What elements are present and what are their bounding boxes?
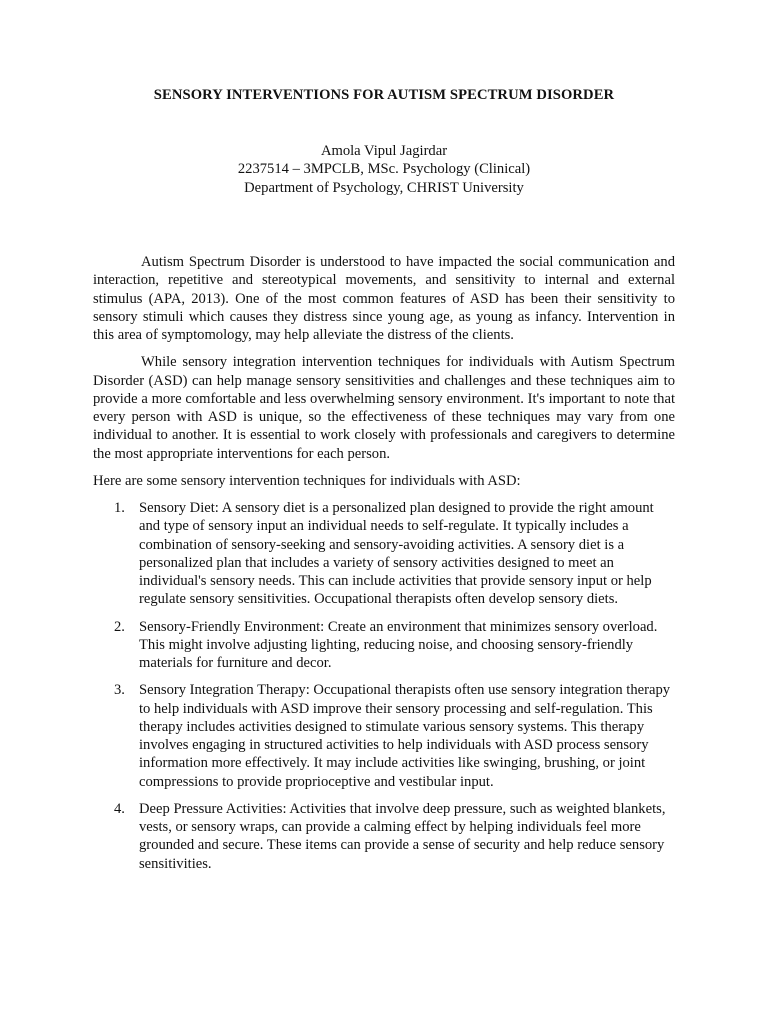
list-item-text: Sensory Integration Therapy: Occupational therapists often use sensory integration therapy to help individuals with ASD improve their sensory processing and self-regulation. This therapy includes activities designed to stimulate various sensory systems. This therapy involves engaging in structured activities to help individuals with ASD process sensory information more effectively. It may include activities like swinging, brushing, or joint compressions to provide proprioceptive and vestibular input. bbox=[139, 682, 671, 790]
author-department: Department of Psychology, CHRIST University bbox=[244, 179, 524, 196]
list-intro: Here are some sensory intervention techniques for individuals with ASD: bbox=[93, 472, 521, 489]
list-item-number: 4. bbox=[114, 800, 125, 817]
author-id-program: 2237514 – 3MPCLB, MSc. Psychology (Clinical) bbox=[237, 161, 531, 178]
list-item-number: 3. bbox=[114, 682, 125, 699]
paragraph-techniques-overview: While sensory integration intervention techniques for individuals with Autism Spectrum Disorder (ASD) can help manage sensory sensitivities and challenges and these techniques aim to provide a more comfortable and less overwhelming sensory environment. It's important to note that every person with ASD is unique, so the effectiveness of these techniques may vary from one individual to another. It is essential to work closely with professionals and caregivers to determine the most appropriate interventions for each person. bbox=[93, 354, 675, 462]
list-item bbox=[93, 499, 675, 609]
paragraph-intro: Autism Spectrum Disorder is understood to have impacted the social communication and interaction, repetitive and stereotypical movements, and sensitivity to internal and external stimulus (APA, 2013). One of the most common features of ASD has been their sensitivity to sensory stimuli which causes they distress since young age, as young as infancy. Intervention in this area of symptomology, may help alleviate the distress of the clients. bbox=[93, 254, 675, 343]
author-block bbox=[0, 142, 768, 197]
list-item bbox=[93, 618, 675, 673]
list-item-text: Deep Pressure Activities: Activities that involve deep pressure, such as weighted blankets, vests, or sensory wraps, can provide a calming effect by helping individuals feel more grounded and secure. These items can provide a sense of security and help reduce sensory sensitivities. bbox=[139, 800, 666, 872]
list-item bbox=[93, 681, 675, 791]
author-name: Amola Vipul Jagirdar bbox=[320, 143, 448, 159]
document-body bbox=[93, 253, 675, 882]
list-item-text: Sensory Diet: A sensory diet is a personalized plan designed to provide the right amount and type of sensory input an individual needs to self-regulate. It typically includes a combination of sensory-seeking and sensory-avoiding activities. A sensory diet is a personalized plan that includes a variety of sensory activities designed to meet an individual's sensory needs. This can include activities that provide sensory input or help regulate sensory sensitivities. Occupational therapists often develop sensory diets. bbox=[139, 500, 654, 608]
list-item-number: 2. bbox=[114, 618, 125, 635]
list-item bbox=[93, 800, 675, 873]
document-title: SENSORY INTERVENTIONS FOR AUTISM SPECTRUM DISORDER bbox=[153, 87, 615, 103]
list-item-number: 1. bbox=[114, 500, 125, 516]
techniques-list bbox=[93, 499, 675, 873]
list-item-text: Sensory-Friendly Environment: Create an environment that minimizes sensory overload. This might involve adjusting lighting, reducing noise, and choosing sensory-friendly materials for furniture and decor. bbox=[139, 618, 658, 671]
